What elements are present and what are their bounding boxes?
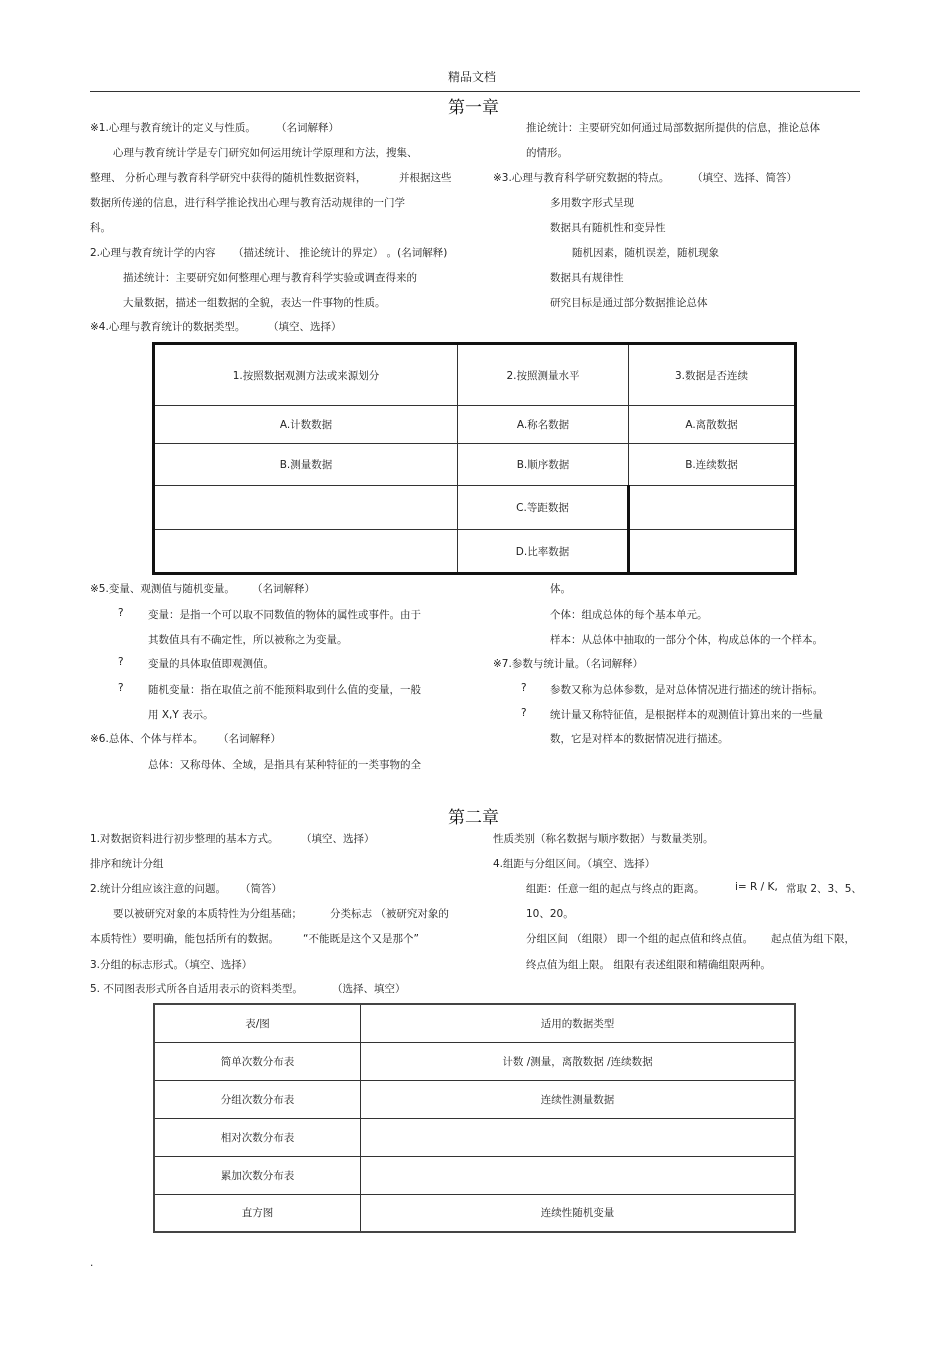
ch1-l-10: 大量数据，描述一组数据的全貌，表达一件事物的性质。 xyxy=(123,297,386,309)
ch1-al-11: （名词解释） xyxy=(218,733,281,745)
ch1-al-8: 随机变量：指在取值之前不能预料取到什么值的变量，一般 xyxy=(148,684,421,696)
ch2-l-9: 3.分组的标志形式。（填空、选择） xyxy=(90,959,253,971)
ch1-l-5: 数据所传递的信息，进行科学推论找出心理与教育活动规律的一门学 xyxy=(90,197,405,209)
bullet-mark: ? xyxy=(118,682,124,694)
ch1-l-2: 心理与教育统计学是专门研究如何运用统计学原理和方法，搜集、 xyxy=(113,147,418,159)
ch2-r-3: i= R / K, xyxy=(735,881,778,893)
data-types-table xyxy=(152,342,797,575)
ch1-l-0: ※1.心理与教育统计的定义与性质。 xyxy=(90,122,256,134)
table1-cell: C.等距数据 xyxy=(458,486,629,530)
ch1-r-4: 多用数字形式呈现 xyxy=(550,197,634,209)
table2-cell xyxy=(361,1118,796,1156)
ch2-l-11: （选择、填空） xyxy=(332,983,406,995)
ch1-r-2: ※3.心理与教育科学研究数据的特点。 xyxy=(493,172,670,184)
table2-cell: 直方图 xyxy=(154,1194,361,1232)
ch1-l-11: ※4.心理与教育统计的数据类型。 xyxy=(90,321,246,333)
ch1-ar-0: 体。 xyxy=(550,583,571,595)
table2-cell: 简单次数分布表 xyxy=(154,1042,361,1080)
ch2-l-10: 5. 不同图表形式所各自适用表示的资料类型。 xyxy=(90,983,303,995)
header-rule xyxy=(90,91,860,92)
ch2-l-7: 本质特性）要明确，能包括所有的数据。 xyxy=(90,933,279,945)
ch2-r-0: 性质类别（称名数据与顺序数据）与数量类别。 xyxy=(493,833,714,845)
footer-dot: . xyxy=(90,1257,94,1269)
table1-cell xyxy=(629,486,796,530)
ch1-r-6: 随机因素，随机误差，随机现象 xyxy=(572,247,719,259)
page-header-title: 精品文档 xyxy=(448,70,497,84)
ch1-l-1: （名词解释） xyxy=(276,122,339,134)
chart-types-table xyxy=(153,1003,796,1233)
ch2-r-8: 终点值为组上限。 组限有表述组限和精确组限两种。 xyxy=(526,959,771,971)
bullet-mark: ? xyxy=(521,682,527,694)
ch1-ar-7: 统计量又称特征值，是根据样本的观测值计算出来的一些量 xyxy=(550,709,823,721)
ch1-al-12: 总体：又称母体、全域，是指具有某种特征的一类事物的全 xyxy=(148,759,421,771)
table1-header: 3.数据是否连续 xyxy=(629,344,796,406)
table1-header: 2.按照测量水平 xyxy=(458,344,629,406)
ch1-ar-8: 数，它是对样本的数据情况进行描述。 xyxy=(550,733,729,745)
bullet-mark: ? xyxy=(118,656,124,668)
ch2-r-5: 10、20。 xyxy=(526,908,574,920)
ch1-ar-1: 个体：组成总体的每个基本单元。 xyxy=(550,609,708,621)
ch1-al-4: 其数值具有不确定性，所以被称之为变量。 xyxy=(148,634,348,646)
ch1-r-3: （填空、选择、简答） xyxy=(692,172,797,184)
table1-cell: B.顺序数据 xyxy=(458,444,629,486)
table1-cell xyxy=(629,530,796,574)
table2-cell xyxy=(361,1156,796,1194)
ch2-l-6: 分类标志 （被研究对象的 xyxy=(330,908,449,920)
bullet-mark: ? xyxy=(521,707,527,719)
ch2-l-2: 排序和统计分组 xyxy=(90,858,164,870)
ch1-al-3: 变量：是指一个可以取不同数值的物体的属性或事件。由于 xyxy=(148,609,421,621)
chapter-2-heading: 第二章 xyxy=(448,808,499,828)
table2-header: 适用的数据类型 xyxy=(361,1004,796,1042)
ch2-r-7: 起点值为组下限， xyxy=(771,933,855,945)
table2-cell: 连续性随机变量 xyxy=(361,1194,796,1232)
ch2-l-4: （简答） xyxy=(240,883,282,895)
ch1-l-8: （描述统计、 推论统计的界定） 。(名词解释) xyxy=(233,247,448,259)
ch2-l-8: “不能既是这个又是那个” xyxy=(303,933,419,945)
ch1-al-6: 变量的具体取值即观测值。 xyxy=(148,658,274,670)
table2-header: 表/图 xyxy=(154,1004,361,1042)
ch1-al-1: （名词解释） xyxy=(252,583,315,595)
ch1-l-3: 整理、 分析心理与教育科学研究中获得的随机性数据资料， xyxy=(90,172,367,184)
table2-cell: 相对次数分布表 xyxy=(154,1118,361,1156)
table2-cell: 累加次数分布表 xyxy=(154,1156,361,1194)
chapter-1-heading: 第一章 xyxy=(448,98,499,118)
ch1-ar-3: ※7.参数与统计量。（名词解释） xyxy=(493,658,644,670)
ch1-r-8: 研究目标是通过部分数据推论总体 xyxy=(550,297,708,309)
ch2-l-5: 要以被研究对象的本质特性为分组基础； xyxy=(113,908,302,920)
ch2-r-6: 分组区间 （组限） 即一个组的起点值和终点值。 xyxy=(526,933,754,945)
table1-cell: B.连续数据 xyxy=(629,444,796,486)
table1-cell xyxy=(154,530,458,574)
table2-cell: 连续性测量数据 xyxy=(361,1080,796,1118)
ch1-al-10: ※6.总体、个体与样本。 xyxy=(90,733,204,745)
ch1-r-7: 数据具有规律性 xyxy=(550,272,624,284)
table1-cell: A.离散数据 xyxy=(629,406,796,444)
ch2-l-3: 2.统计分组应该注意的问题。 xyxy=(90,883,227,895)
table1-cell: A.计数数据 xyxy=(154,406,458,444)
table2-cell: 分组次数分布表 xyxy=(154,1080,361,1118)
ch2-r-4: 常取 2、3、5、 xyxy=(786,883,862,895)
ch1-l-4: 并根据这些 xyxy=(399,172,452,184)
table1-cell xyxy=(154,486,458,530)
table1-cell: A.称名数据 xyxy=(458,406,629,444)
ch2-l-0: 1.对数据资料进行初步整理的基本方式。 xyxy=(90,833,279,845)
ch1-r-1: 的情形。 xyxy=(526,147,568,159)
ch1-ar-5: 参数又称为总体参数，是对总体情况进行描述的统计指标。 xyxy=(550,684,823,696)
ch1-al-9: 用 X,Y 表示。 xyxy=(148,709,214,721)
ch2-l-1: （填空、选择） xyxy=(301,833,375,845)
ch1-l-12: （填空、选择） xyxy=(268,321,342,333)
ch1-l-6: 科。 xyxy=(90,222,111,234)
table1-cell: B.测量数据 xyxy=(154,444,458,486)
ch1-l-7: 2.心理与教育统计学的内容 xyxy=(90,247,216,259)
ch1-ar-2: 样本：从总体中抽取的一部分个体，构成总体的一个样本。 xyxy=(550,634,823,646)
ch1-al-0: ※5.变量、观测值与随机变量。 xyxy=(90,583,235,595)
ch1-r-5: 数据具有随机性和变异性 xyxy=(550,222,666,234)
table2-cell: 计数 /测量，离散数据 /连续数据 xyxy=(361,1042,796,1080)
bullet-mark: ? xyxy=(118,607,124,619)
ch2-r-1: 4.组距与分组区间。（填空、选择） xyxy=(493,858,656,870)
table1-cell: D.比率数据 xyxy=(458,530,629,574)
table1-header: 1.按照数据观测方法或来源划分 xyxy=(154,344,458,406)
ch1-l-9: 描述统计：主要研究如何整理心理与教育科学实验或调查得来的 xyxy=(123,272,417,284)
ch1-r-0: 推论统计：主要研究如何通过局部数据所提供的信息，推论总体 xyxy=(526,122,820,134)
ch2-r-2: 组距：任意一组的起点与终点的距离。 xyxy=(526,883,705,895)
